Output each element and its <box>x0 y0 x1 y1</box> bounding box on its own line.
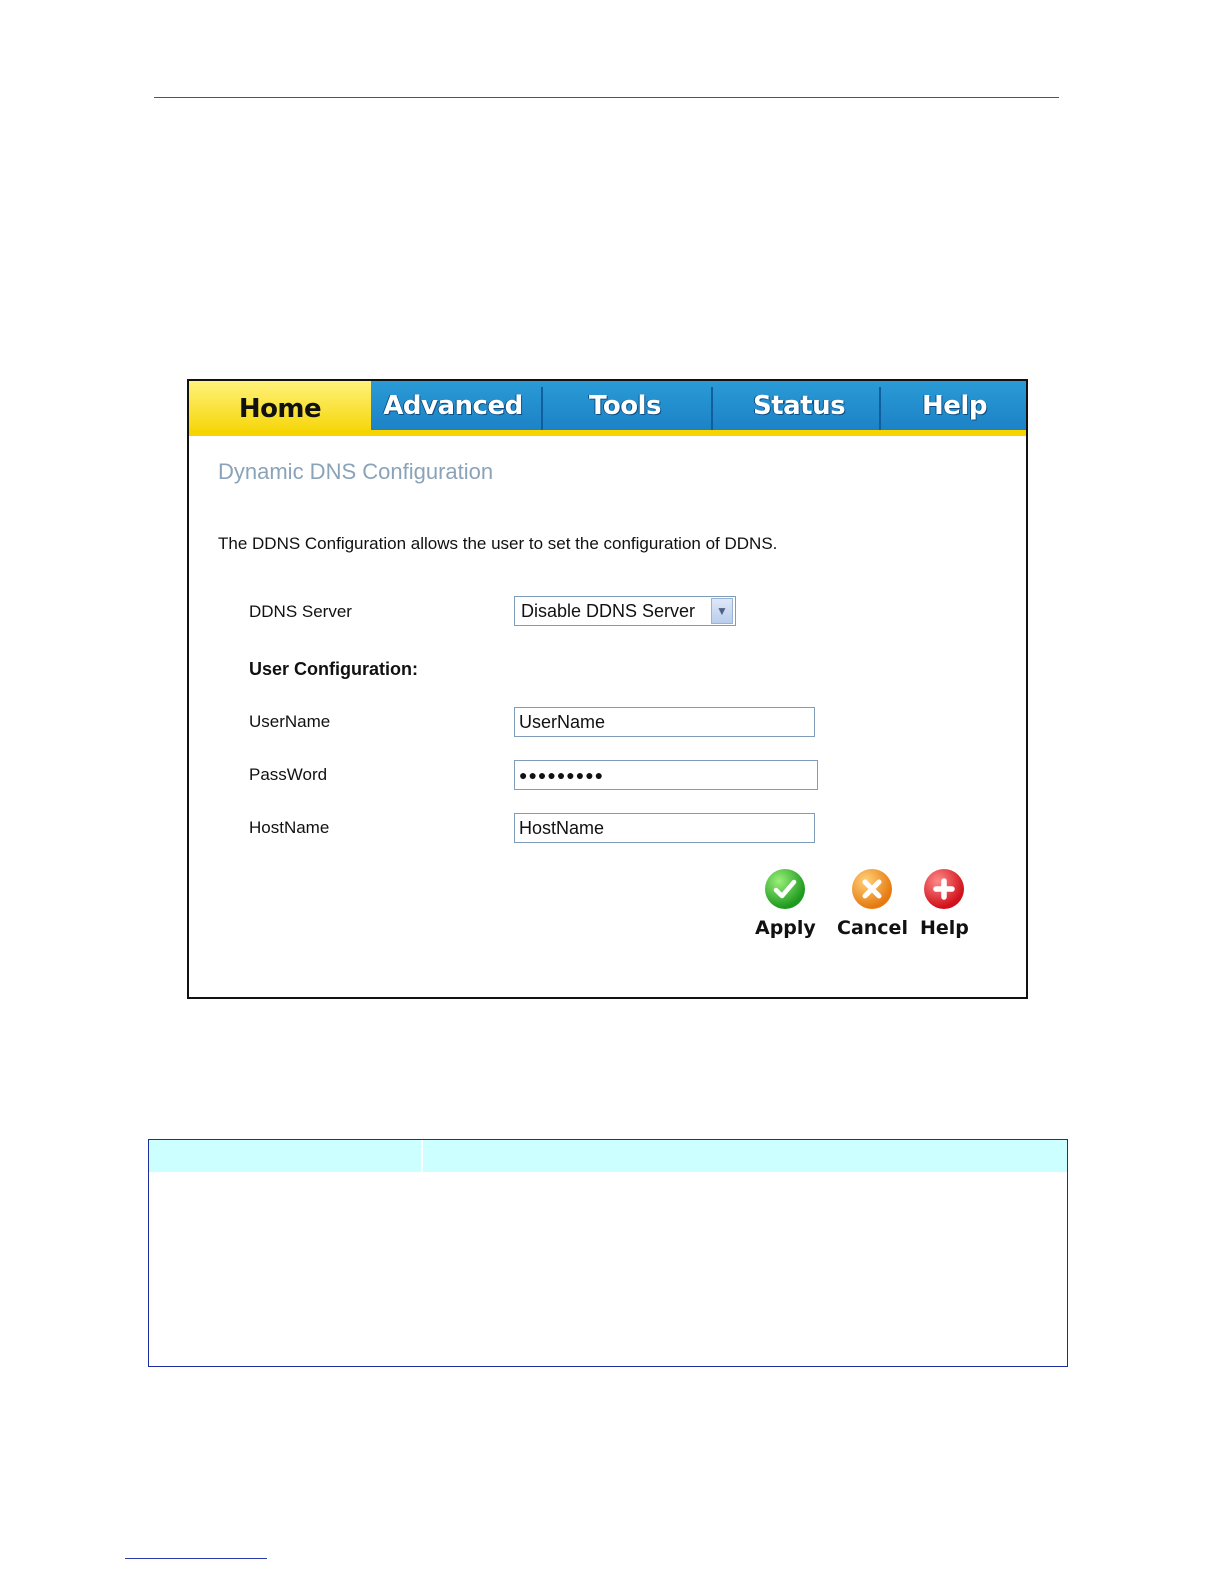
tab-home[interactable]: Home <box>189 381 371 436</box>
tab-bar <box>189 381 1026 436</box>
hostname-input[interactable] <box>514 813 815 843</box>
table-header-row <box>149 1140 1067 1172</box>
apply-button[interactable] <box>755 869 816 939</box>
router-ui-screenshot <box>187 379 1028 999</box>
ddns-server-select[interactable] <box>514 596 736 626</box>
footnote-rule <box>125 1558 267 1559</box>
page-description: The DDNS Configuration allows the user to set the configuration of DDNS. <box>218 534 778 553</box>
tab-separator <box>879 387 881 430</box>
ddns-server-label: DDNS Server <box>249 602 352 621</box>
password-input[interactable]: ●●●●●●●●● <box>514 760 818 790</box>
help-button[interactable] <box>920 869 969 939</box>
plus-icon <box>924 869 964 909</box>
ddns-server-selected-value: Disable DDNS Server <box>521 600 696 621</box>
chevron-down-icon[interactable]: ▼ <box>711 598 733 624</box>
username-label: UserName <box>249 712 331 731</box>
description-table <box>148 1139 1068 1367</box>
tab-help[interactable]: Help <box>922 390 987 421</box>
help-label: Help <box>920 917 969 939</box>
username-input[interactable] <box>514 707 815 737</box>
tab-separator <box>711 387 713 430</box>
hostname-label: HostName <box>249 818 330 837</box>
cancel-label: Cancel <box>837 917 908 939</box>
checkmark-icon <box>765 869 805 909</box>
tab-status[interactable]: Status <box>752 390 846 421</box>
table-column-divider <box>421 1140 423 1172</box>
x-icon <box>852 869 892 909</box>
page-top-rule <box>154 97 1059 98</box>
tab-separator <box>541 387 543 430</box>
tab-tools[interactable]: Tools <box>589 390 661 421</box>
user-configuration-heading: User Configuration: <box>249 659 418 679</box>
password-label: PassWord <box>249 765 328 784</box>
apply-label: Apply <box>755 917 816 939</box>
page-title: Dynamic DNS Configuration <box>218 459 494 484</box>
tab-underline <box>189 430 1026 436</box>
tab-advanced[interactable]: Advanced <box>383 390 523 421</box>
cancel-button[interactable] <box>837 869 908 939</box>
